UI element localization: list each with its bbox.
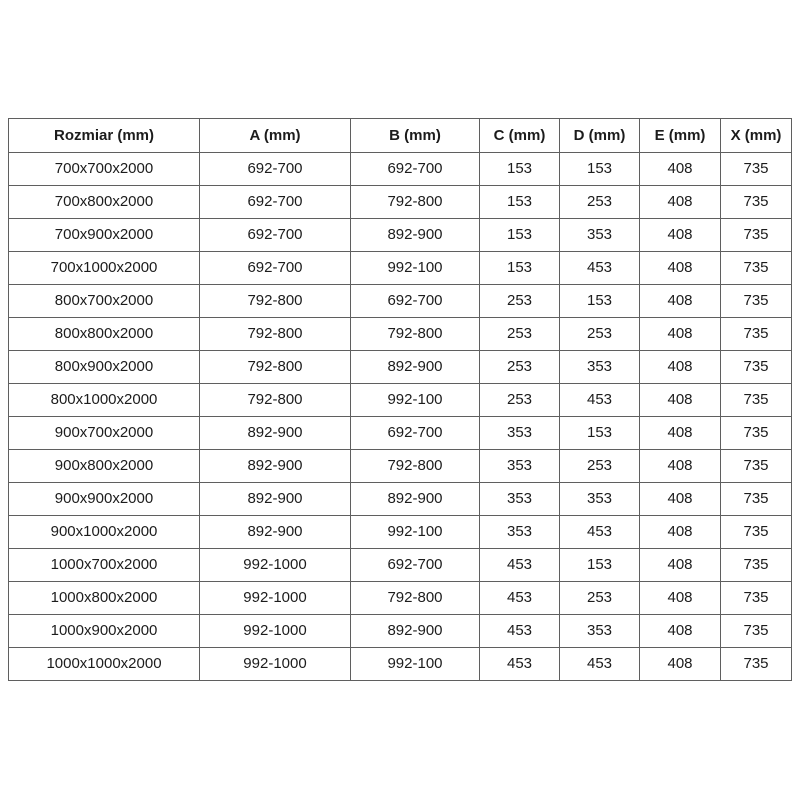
table-cell: 453 [480,549,560,582]
table-cell: 408 [640,186,721,219]
table-cell: 692-700 [200,252,351,285]
table-cell: 792-800 [200,318,351,351]
table-cell: 692-700 [351,549,480,582]
table-cell: 453 [480,648,560,681]
column-header: X (mm) [721,119,792,153]
table-row [9,219,792,252]
table-cell: 1000x700x2000 [9,549,200,582]
table-cell: 892-900 [351,615,480,648]
table-row [9,153,792,186]
table-cell: 892-900 [351,219,480,252]
table-cell: 735 [721,417,792,450]
table-cell: 408 [640,384,721,417]
table-cell: 353 [480,483,560,516]
table-cell: 692-700 [200,219,351,252]
table-row [9,417,792,450]
table-cell: 792-800 [351,450,480,483]
table-cell: 900x700x2000 [9,417,200,450]
table-cell: 408 [640,648,721,681]
table-cell: 153 [560,285,640,318]
table-cell: 408 [640,252,721,285]
table-cell: 453 [560,384,640,417]
table-cell: 735 [721,186,792,219]
table-cell: 792-800 [351,582,480,615]
table-cell: 253 [480,351,560,384]
table-cell: 700x900x2000 [9,219,200,252]
table-cell: 800x700x2000 [9,285,200,318]
table-cell: 735 [721,582,792,615]
table-cell: 735 [721,252,792,285]
table-cell: 153 [480,219,560,252]
table-row [9,384,792,417]
table-cell: 700x700x2000 [9,153,200,186]
table-cell: 253 [480,318,560,351]
table-cell: 408 [640,549,721,582]
table-cell: 800x1000x2000 [9,384,200,417]
table-cell: 1000x800x2000 [9,582,200,615]
table-cell: 892-900 [200,516,351,549]
column-header: B (mm) [351,119,480,153]
table-cell: 408 [640,615,721,648]
table-cell: 1000x1000x2000 [9,648,200,681]
table-cell: 408 [640,450,721,483]
table-row [9,615,792,648]
table-cell: 735 [721,153,792,186]
table-cell: 700x800x2000 [9,186,200,219]
table-cell: 692-700 [351,153,480,186]
table-cell: 900x800x2000 [9,450,200,483]
dimensions-table [8,118,792,681]
table-cell: 408 [640,417,721,450]
table-cell: 992-1000 [200,615,351,648]
column-header: E (mm) [640,119,721,153]
table-cell: 408 [640,318,721,351]
table-cell: 992-100 [351,384,480,417]
table-cell: 735 [721,549,792,582]
table-cell: 408 [640,153,721,186]
table-cell: 253 [560,186,640,219]
table-cell: 892-900 [351,351,480,384]
table-cell: 408 [640,483,721,516]
table-cell: 735 [721,483,792,516]
table-cell: 253 [480,384,560,417]
table-cell: 153 [480,186,560,219]
table-cell: 692-700 [200,153,351,186]
table-cell: 892-900 [200,483,351,516]
table-cell: 453 [480,582,560,615]
table-cell: 408 [640,285,721,318]
table-cell: 992-100 [351,252,480,285]
table-cell: 792-800 [200,351,351,384]
table-cell: 453 [560,252,640,285]
table-row [9,483,792,516]
table-cell: 153 [560,153,640,186]
table-cell: 408 [640,351,721,384]
table-cell: 453 [560,648,640,681]
table-cell: 692-700 [351,417,480,450]
table-cell: 735 [721,615,792,648]
table-cell: 153 [480,252,560,285]
table-cell: 453 [560,516,640,549]
table-body [9,153,792,681]
column-header: Rozmiar (mm) [9,119,200,153]
table-cell: 1000x900x2000 [9,615,200,648]
table-cell: 353 [560,483,640,516]
table-cell: 153 [560,549,640,582]
table-cell: 992-1000 [200,549,351,582]
table-cell: 692-700 [200,186,351,219]
table-cell: 353 [560,351,640,384]
table-cell: 408 [640,582,721,615]
table-cell: 992-100 [351,516,480,549]
table-cell: 735 [721,351,792,384]
table-cell: 253 [560,450,640,483]
table-row [9,549,792,582]
table-cell: 892-900 [351,483,480,516]
table-cell: 735 [721,450,792,483]
table-cell: 800x800x2000 [9,318,200,351]
table-cell: 800x900x2000 [9,351,200,384]
table-cell: 692-700 [351,285,480,318]
table-cell: 153 [560,417,640,450]
table-cell: 353 [560,615,640,648]
table-cell: 792-800 [351,186,480,219]
table-cell: 792-800 [200,384,351,417]
table-row [9,582,792,615]
table-row [9,318,792,351]
table-cell: 253 [560,582,640,615]
table-cell: 353 [480,450,560,483]
table-cell: 353 [480,417,560,450]
table-cell: 735 [721,384,792,417]
table-row [9,285,792,318]
table-cell: 892-900 [200,450,351,483]
table-row [9,186,792,219]
table-cell: 735 [721,219,792,252]
table-cell: 735 [721,516,792,549]
table-cell: 735 [721,285,792,318]
table-cell: 700x1000x2000 [9,252,200,285]
table-cell: 900x900x2000 [9,483,200,516]
table-cell: 735 [721,648,792,681]
table-cell: 408 [640,516,721,549]
table-row [9,252,792,285]
table-cell: 992-1000 [200,582,351,615]
table-cell: 353 [480,516,560,549]
table-cell: 453 [480,615,560,648]
table-row [9,450,792,483]
table-cell: 408 [640,219,721,252]
header-row [9,119,792,153]
table-cell: 992-1000 [200,648,351,681]
column-header: C (mm) [480,119,560,153]
table-cell: 792-800 [351,318,480,351]
table-cell: 735 [721,318,792,351]
table-cell: 253 [480,285,560,318]
table-cell: 792-800 [200,285,351,318]
column-header: A (mm) [200,119,351,153]
table-cell: 253 [560,318,640,351]
table-row [9,648,792,681]
column-header: D (mm) [560,119,640,153]
table-row [9,516,792,549]
table-cell: 900x1000x2000 [9,516,200,549]
table-row [9,351,792,384]
table-cell: 992-100 [351,648,480,681]
table-cell: 353 [560,219,640,252]
table-cell: 153 [480,153,560,186]
table-cell: 892-900 [200,417,351,450]
